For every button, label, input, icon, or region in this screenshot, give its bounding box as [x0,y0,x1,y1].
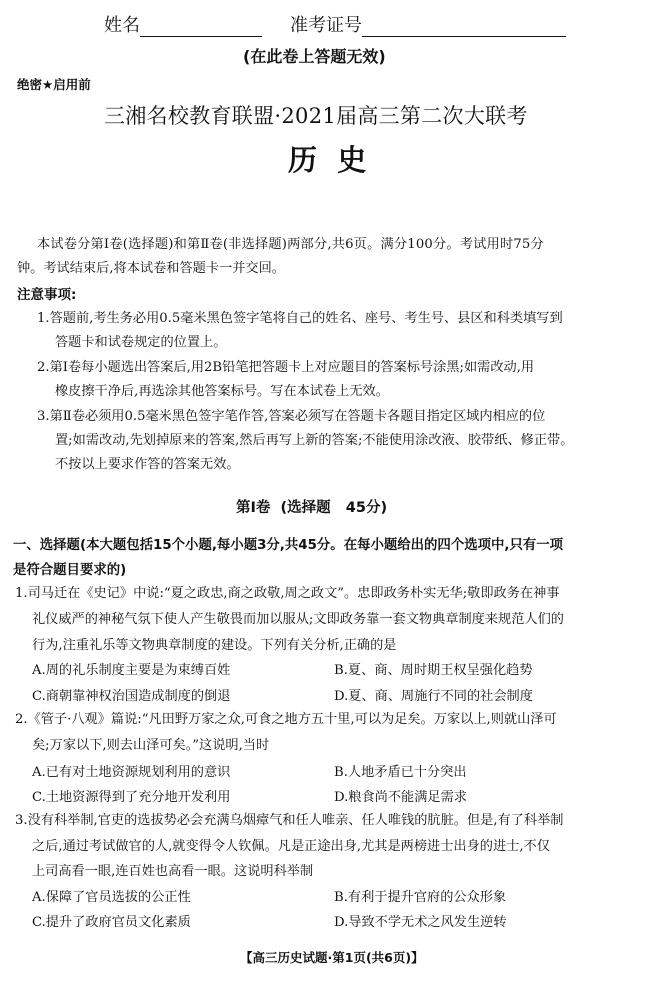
q3-option-a: A.保障了官员选拔的公正性 [32,890,191,905]
q3-option-c: C.提升了政府官员文化素质 [32,915,191,930]
name-label: 姓名 [104,15,140,36]
q1-option-a: A.周的礼乐制度主要是为束缚百姓 [32,663,231,678]
intro-line-1: 本试卷分第Ⅰ卷(选择题)和第Ⅱ卷(非选择题)两部分,共6页。满分100分。考试用时75分 [37,237,544,252]
name-blank-line [140,16,262,37]
part-instruction-line-2: 是符合题目要求的) [13,563,127,578]
q3-option-d: D.导致不学无术之风发生逆转 [334,915,507,930]
secret-mark: 绝密★启用前 [17,77,91,92]
q2-option-b: B.人地矛盾已十分突出 [334,765,467,780]
q3-stem-line-1: 3.没有科举制,官吏的选拔势必会充满乌烟瘴气和任人唯亲、任人唯钱的肮脏。但是,有了科举制 [15,813,564,828]
q3-stem-line-3: 上司高看一眼,连百姓也高看一眼。这说明科举制 [32,864,314,879]
invalid-note: (在此卷上答题无效) [243,47,386,66]
note-1-line-2: 答题卡和试卷规定的位置上。 [55,335,227,350]
subject-title: 历 史 [288,143,367,177]
q1-stem-line-3: 行为,注重礼乐等文物典章制度的建设。下列有关分析,正确的是 [32,638,397,653]
name-field [104,11,262,37]
part-instruction-line-1: 一、选择题(本大题包括15个小题,每小题3分,共45分。在每小题给出的四个选项中,只有一项 [13,538,564,553]
intro-line-2: 钟。考试结束后,将本试卷和答题卡一并交回。 [17,261,285,276]
q2-option-c: C.土地资源得到了充分地开发利用 [32,790,231,805]
q2-stem-line-2: 矣;万家以下,则去山泽可矣。”这说明,当时 [32,738,270,753]
note-3-line-1: 3.第Ⅱ卷必须用0.5毫米黑色签字笔作答,答案必须写在答题卡各题目指定区域内相应的位 [37,409,546,424]
note-1-line-1: 1.答题前,考生务必用0.5毫米黑色签字笔将自己的姓名、座号、考生号、县区和科类填写到 [37,311,563,326]
q1-stem-line-1: 1.司马迁在《史记》中说:“夏之政忠,商之政敬,周之政文”。忠即政务朴实无华;敬即政务在神事 [15,586,560,601]
page-footer: 【高三历史试题·第1页(共6页)】 [240,950,424,965]
note-2-line-1: 2.第Ⅰ卷每小题选出答案后,用2B铅笔把答题卡上对应题目的答案标号涂黑;如需改动,用 [37,360,535,375]
exam-title: 三湘名校教育联盟·2021届高三第二次大联考 [104,104,528,128]
exam-id-label: 准考证号 [290,15,362,36]
q2-stem-line-1: 2.《管子·八观》篇说:“凡田野万家之众,可食之地方五十里,可以为足矣。万家以上,则就山泽可 [15,712,557,727]
q3-stem-line-2: 之后,通过考试做官的人,就变得令人钦佩。凡是正途出身,尤其是两榜进士出身的进士,不仅 [32,839,550,854]
q2-option-d: D.粮食尚不能满足需求 [334,790,467,805]
q1-option-b: B.夏、商、周时期王权呈强化趋势 [334,663,533,678]
notes-heading: 注意事项: [17,287,77,303]
q1-option-d: D.夏、商、周施行不同的社会制度 [334,689,533,704]
note-3-line-3: 不按以上要求作答的答案无效。 [55,457,240,472]
note-2-line-2: 橡皮擦干净后,再选涂其他答案标号。写在本试卷上无效。 [55,384,389,399]
q1-stem-line-2: 礼仪威严的神秘气氛下使人产生敬畏而加以服从;文即政务靠一套文物典章制度来规范人们的 [32,612,564,627]
q3-option-b: B.有利于提升官府的公众形象 [334,890,507,905]
exam-id-field [290,11,566,37]
q1-option-c: C.商朝靠神权治国造成制度的倒退 [32,689,231,704]
note-3-line-2: 置;如需改动,先划掉原来的答案,然后再写上新的答案;不能使用涂改液、胶带纸、修正带。 [55,433,574,448]
section-title: 第Ⅰ卷 (选择题 45分) [236,500,388,516]
exam-id-blank-line [362,16,566,37]
q2-option-a: A.已有对土地资源规划利用的意识 [32,765,231,780]
